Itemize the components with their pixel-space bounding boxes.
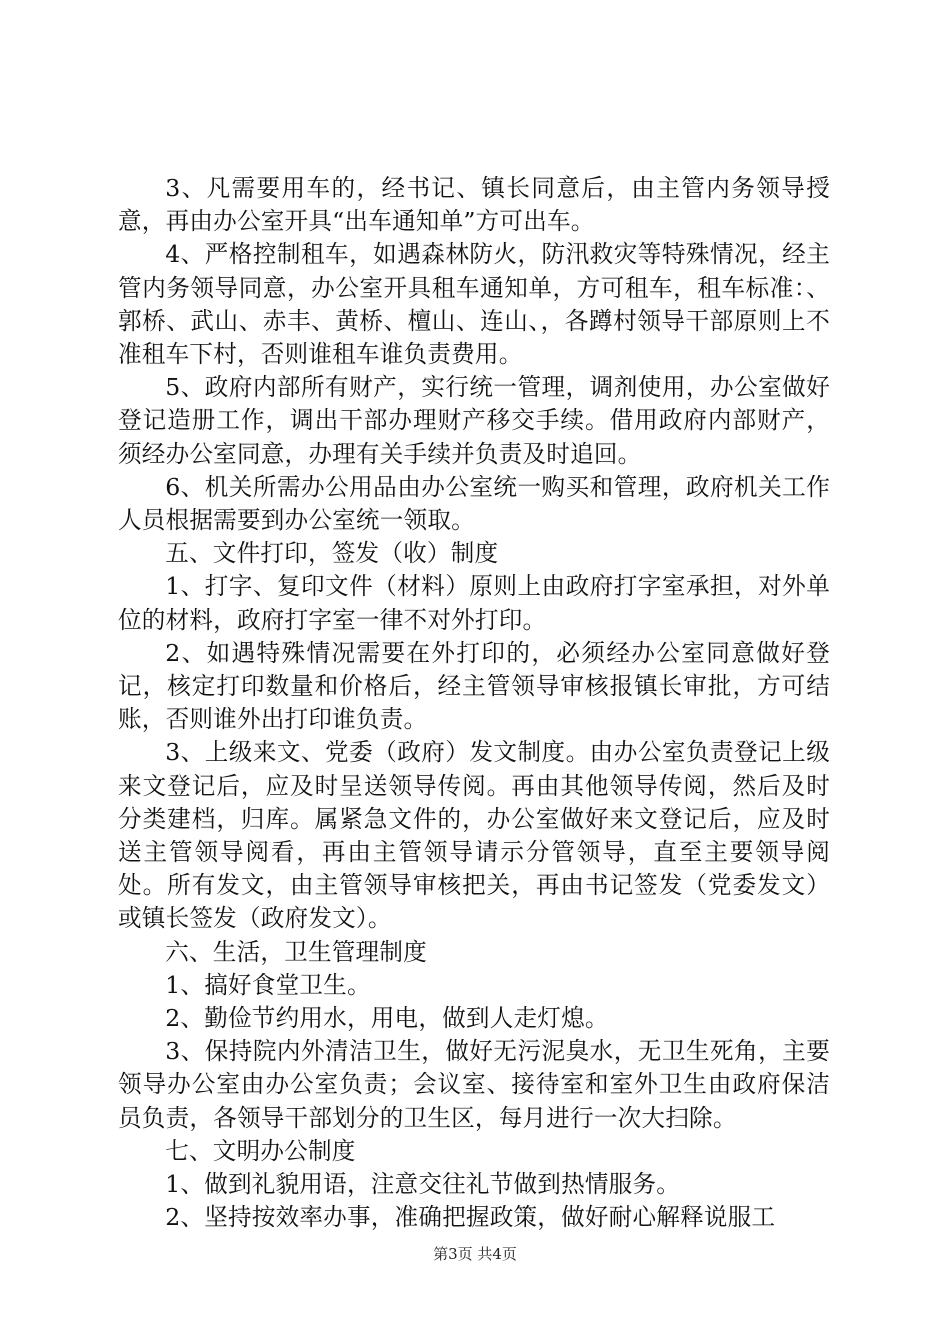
paragraph-civility-1: 1、做到礼貌用语，注意交往礼节做到热情服务。 bbox=[165, 1170, 681, 1199]
page-footer bbox=[0, 1244, 950, 1264]
paragraph-printing-3: 3、上级来文、党委（政府）发文制度。由办公室负责登记上级来文登记后，应及时呈送领导传阅。再由其他领导传阅，然后及时分类建档，归库。属紧急文件的，办公室做好来文登记后，应及时送主管领导阅看，再由主管领导请示分管领导，直至主要领导阅处。所有发文，由主管领导审核把关，再由书记签发（党委发文）或镇长签发（政府发文）。 bbox=[118, 738, 830, 933]
page-number-label: 第3页 共4页 bbox=[433, 1245, 517, 1263]
paragraph-hygiene-3: 3、保持院内外清洁卫生，做好无污泥臭水，无卫生死角，主要领导办公室由办公室负责；会议室、接待室和室外卫生由政府保洁员负责，各领导干部划分的卫生区，每月进行一次大扫除。 bbox=[118, 1037, 830, 1132]
paragraph-hygiene-2: 2、勤俭节约用水，用电，做到人走灯熄。 bbox=[165, 1004, 609, 1033]
paragraph-6-office-supplies: 6、机关所需办公用品由办公室统一购买和管理，政府机关工作人员根据需要到办公室统一领取。 bbox=[118, 472, 830, 535]
section-heading-7: 七、文明办公制度 bbox=[165, 1136, 356, 1165]
paragraph-hygiene-1: 1、搞好食堂卫生。 bbox=[165, 970, 371, 999]
paragraph-civility-2: 2、坚持按效率办事，准确把握政策，做好耐心解释说服工 bbox=[165, 1203, 776, 1232]
paragraph-3-vehicle-use: 3、凡需要用车的，经书记、镇长同意后，由主管内务领导授意，再由办公室开具“出车通知单”方可出车。 bbox=[118, 174, 830, 236]
section-heading-6: 六、生活，卫生管理制度 bbox=[165, 937, 427, 966]
document-body bbox=[118, 172, 830, 1235]
paragraph-printing-1: 1、打字、复印文件（材料）原则上由政府打字室承担，对外单位的材料，政府打字室一律不对外打印。 bbox=[118, 572, 830, 634]
paragraph-4-car-rental: 4、严格控制租车，如遇森林防火，防汛救灾等特殊情况，经主管内务领导同意，办公室开具租车通知单，方可租车，租车标准：、郭桥、武山、赤丰、黄桥、檀山、连山、，各蹲村领导干部原则上不准租车下村，否则谁租车谁负责费用。 bbox=[118, 240, 830, 369]
paragraph-5-property: 5、政府内部所有财产，实行统一管理，调剂使用，办公室做好登记造册工作，调出干部办理财产移交手续。借用政府内部财产，须经办公室同意，办理有关手续并负责及时追回。 bbox=[118, 373, 830, 468]
paragraph-printing-2: 2、如遇特殊情况需要在外打印的，必须经办公室同意做好登记，核定打印数量和价格后，经主管领导审核报镇长审批，方可结账，否则谁外出打印谁负责。 bbox=[118, 638, 830, 734]
section-heading-5: 五、文件打印，签发（收）制度 bbox=[165, 539, 499, 568]
